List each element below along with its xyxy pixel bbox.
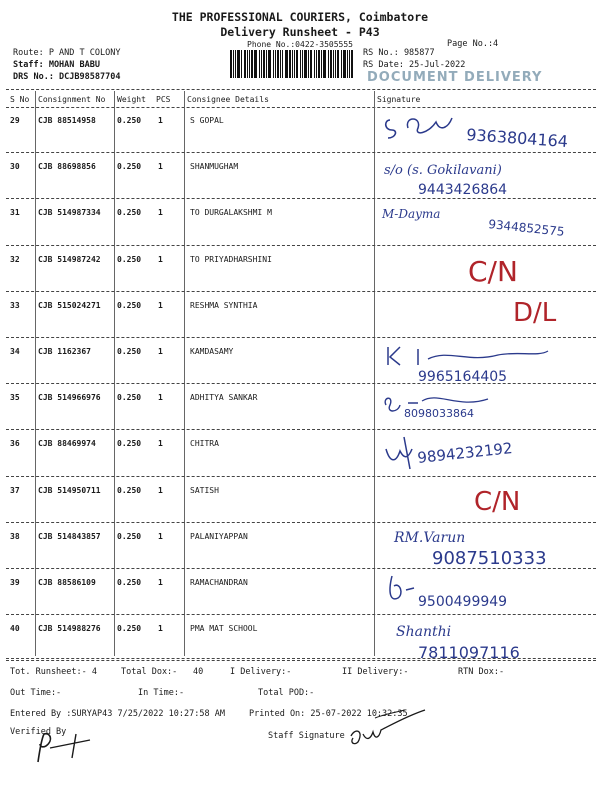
handwritten-signature — [378, 106, 593, 154]
row-signature — [378, 106, 593, 154]
handwritten-signature — [378, 245, 593, 293]
row-sno: 39 — [10, 578, 20, 587]
in-time: In Time:- — [138, 688, 185, 698]
row-consignment-number: CJB 514950711 — [38, 485, 101, 495]
row-sno: 31 — [10, 208, 20, 218]
row-weight: 0.250 — [117, 347, 142, 356]
route: Route: P AND T COLONY — [13, 48, 121, 58]
row-weight: 0.250 — [117, 254, 142, 264]
runsheet-title: Delivery Runsheet - P43 — [220, 25, 380, 39]
handwritten-signature — [378, 383, 593, 431]
table-row — [0, 200, 600, 246]
col-consignee: Consignee Details — [187, 95, 269, 104]
row-signature — [378, 522, 593, 570]
svg-text:C/N: C/N — [468, 254, 518, 288]
row-signature — [378, 291, 593, 339]
phone-number: Phone No.:0422-3505555 — [247, 40, 353, 49]
handwritten-signature — [378, 522, 593, 570]
total-dox-label: Total Dox:- — [121, 667, 178, 677]
row-consignee: TO DURGALAKSHMI M — [190, 208, 272, 218]
ii-delivery: II Delivery:- — [342, 667, 409, 677]
row-pcs: 1 — [158, 439, 163, 449]
row-weight: 0.250 — [117, 485, 142, 495]
row-signature — [378, 429, 593, 477]
row-signature — [378, 476, 593, 524]
row-signature — [378, 614, 593, 662]
row-pcs: 1 — [158, 393, 163, 403]
table-row — [0, 570, 600, 616]
row-consignment-number: CJB 514987242 — [38, 254, 101, 264]
row-signature — [378, 568, 593, 616]
row-consignee: SATISH — [190, 485, 219, 495]
rtn-dox: RTN Dox:- — [458, 667, 505, 677]
handwritten-signature — [378, 568, 593, 616]
table-row — [0, 108, 600, 154]
svg-text:M-Dayma: M-Dayma — [382, 207, 441, 222]
row-consignment-number: CJB 88698856 — [38, 162, 96, 172]
row-signature — [378, 245, 593, 293]
row-consignment-number: CJB 515024271 — [38, 300, 101, 310]
out-time: Out Time:- — [10, 688, 62, 698]
svg-text:9344852575: 9344852575 — [487, 217, 566, 240]
svg-text:7811097116: 7811097116 — [418, 643, 520, 663]
printed-on: Printed On: 25-07-2022 10:32:35 — [249, 709, 408, 719]
svg-text:RM.Varun: RM.Varun — [394, 529, 466, 546]
svg-text:9443426864: 9443426864 — [418, 182, 508, 199]
table-row — [0, 154, 600, 200]
row-consignment-number: CJB 1162367 — [38, 347, 91, 356]
table-row — [0, 478, 600, 524]
col-pcs: PCS — [156, 95, 171, 104]
col-signature: Signature — [377, 95, 421, 104]
row-consignee: RAMACHANDRAN — [190, 578, 248, 587]
handwritten-signature — [378, 337, 593, 385]
verified-by-signature — [30, 728, 110, 766]
row-consignee: ADHITYA SANKAR — [190, 393, 258, 403]
document-delivery-stamp: DOCUMENT DELIVERY — [367, 70, 543, 85]
row-weight: 0.250 — [117, 624, 142, 634]
row-pcs: 1 — [158, 578, 163, 587]
row-signature — [378, 383, 593, 431]
row-signature — [378, 337, 593, 385]
row-signature — [378, 152, 593, 200]
row-sno: 32 — [10, 254, 20, 264]
drs-number: DRS No.: DCJB98587704 — [13, 72, 121, 82]
svg-text:C/N: C/N — [474, 486, 521, 517]
staff-signature-label: Staff Signature — [268, 731, 345, 741]
table-row — [0, 247, 600, 293]
row-weight: 0.250 — [117, 300, 142, 310]
row-consignee: PMA MAT SCHOOL — [190, 624, 258, 634]
divider — [6, 658, 596, 659]
row-pcs: 1 — [158, 254, 163, 264]
page-number: Page No.:4 — [447, 39, 499, 49]
row-consignee: KAMDASAMY — [190, 347, 234, 356]
row-pcs: 1 — [158, 208, 163, 218]
table-row — [0, 385, 600, 431]
row-consignment-number: CJB 514966976 — [38, 393, 101, 403]
row-sno: 40 — [10, 624, 20, 634]
handwritten-signature — [378, 429, 593, 477]
row-consignee: PALANIYAPPAN — [190, 531, 248, 541]
row-consignment-number: CJB 88586109 — [38, 578, 96, 587]
barcode — [230, 50, 358, 78]
i-delivery: I Delivery:- — [230, 667, 292, 677]
row-consignee: CHITRA — [190, 439, 219, 449]
row-consignment-number: CJB 514987334 — [38, 208, 101, 218]
handwritten-signature — [378, 152, 593, 200]
row-consignment-number: CJB 514843857 — [38, 531, 101, 541]
row-sno: 33 — [10, 300, 20, 310]
rs-number: RS No.: 985877 — [363, 48, 435, 58]
svg-text:9965164405: 9965164405 — [418, 369, 508, 385]
handwritten-signature — [378, 614, 593, 662]
row-sno: 30 — [10, 162, 20, 172]
row-sno: 34 — [10, 347, 20, 356]
row-pcs: 1 — [158, 624, 163, 634]
total-pod: Total POD:- — [258, 688, 315, 698]
row-sno: 36 — [10, 439, 20, 449]
row-signature — [378, 198, 593, 246]
row-consignee: SHANMUGHAM — [190, 162, 239, 172]
row-consignment-number: CJB 514988276 — [38, 624, 101, 634]
company-title: THE PROFESSIONAL COURIERS, Coimbatore — [171, 10, 429, 24]
table-row — [0, 339, 600, 385]
col-weight: Weight — [117, 95, 146, 104]
row-consignment-number: CJB 88469974 — [38, 439, 96, 449]
row-consignee: S GOPAL — [190, 116, 224, 125]
svg-text:s/o (s. Gokilavani): s/o (s. Gokilavani) — [384, 163, 502, 179]
svg-text:9363804164: 9363804164 — [465, 125, 569, 152]
row-weight: 0.250 — [117, 393, 142, 403]
row-pcs: 1 — [158, 531, 163, 541]
svg-text:8098033864: 8098033864 — [404, 407, 474, 421]
row-pcs: 1 — [158, 485, 163, 495]
col-consignment: Consignment No — [38, 95, 106, 104]
handwritten-signature — [378, 198, 593, 246]
row-consignee: TO PRIYADHARSHINI — [190, 254, 272, 264]
row-sno: 35 — [10, 393, 20, 403]
handwritten-signature — [378, 476, 593, 524]
staff-name: Staff: MOHAN BABU — [13, 60, 100, 70]
total-runsheet: Tot. Runsheet:- 4 — [10, 667, 97, 677]
row-weight: 0.250 — [117, 439, 142, 449]
row-weight: 0.250 — [117, 162, 142, 172]
table-row — [0, 524, 600, 570]
divider — [6, 660, 596, 661]
row-pcs: 1 — [158, 300, 163, 310]
row-consignment-number: CJB 88514958 — [38, 116, 96, 125]
row-sno: 38 — [10, 531, 20, 541]
row-pcs: 1 — [158, 116, 163, 125]
svg-text:9894232192: 9894232192 — [416, 439, 514, 468]
handwritten-signature — [378, 291, 593, 339]
entered-by: Entered By :SURYAP43 7/25/2022 10:27:58 AM — [10, 709, 225, 719]
table-row — [0, 431, 600, 477]
col-sno: S No — [10, 95, 30, 104]
svg-text:9087510333: 9087510333 — [432, 547, 547, 569]
svg-text:D/L: D/L — [513, 297, 557, 328]
divider — [6, 89, 596, 90]
row-weight: 0.250 — [117, 578, 142, 587]
row-sno: 29 — [10, 116, 20, 125]
total-dox-value: 40 — [193, 667, 204, 677]
svg-text:Shanthi: Shanthi — [396, 624, 452, 641]
table-row — [0, 616, 600, 662]
row-consignee: RESHMA SYNTHIA — [190, 300, 258, 310]
row-weight: 0.250 — [117, 531, 142, 541]
table-row — [0, 293, 600, 339]
staff-signature-mark — [345, 706, 440, 751]
row-weight: 0.250 — [117, 116, 142, 125]
rs-date: RS Date: 25-Jul-2022 — [363, 60, 466, 70]
row-pcs: 1 — [158, 347, 163, 356]
verified-by: Verified By — [10, 727, 67, 737]
svg-text:9500499949: 9500499949 — [418, 594, 508, 610]
row-pcs: 1 — [158, 162, 163, 172]
row-weight: 0.250 — [117, 208, 142, 218]
row-sno: 37 — [10, 485, 20, 495]
